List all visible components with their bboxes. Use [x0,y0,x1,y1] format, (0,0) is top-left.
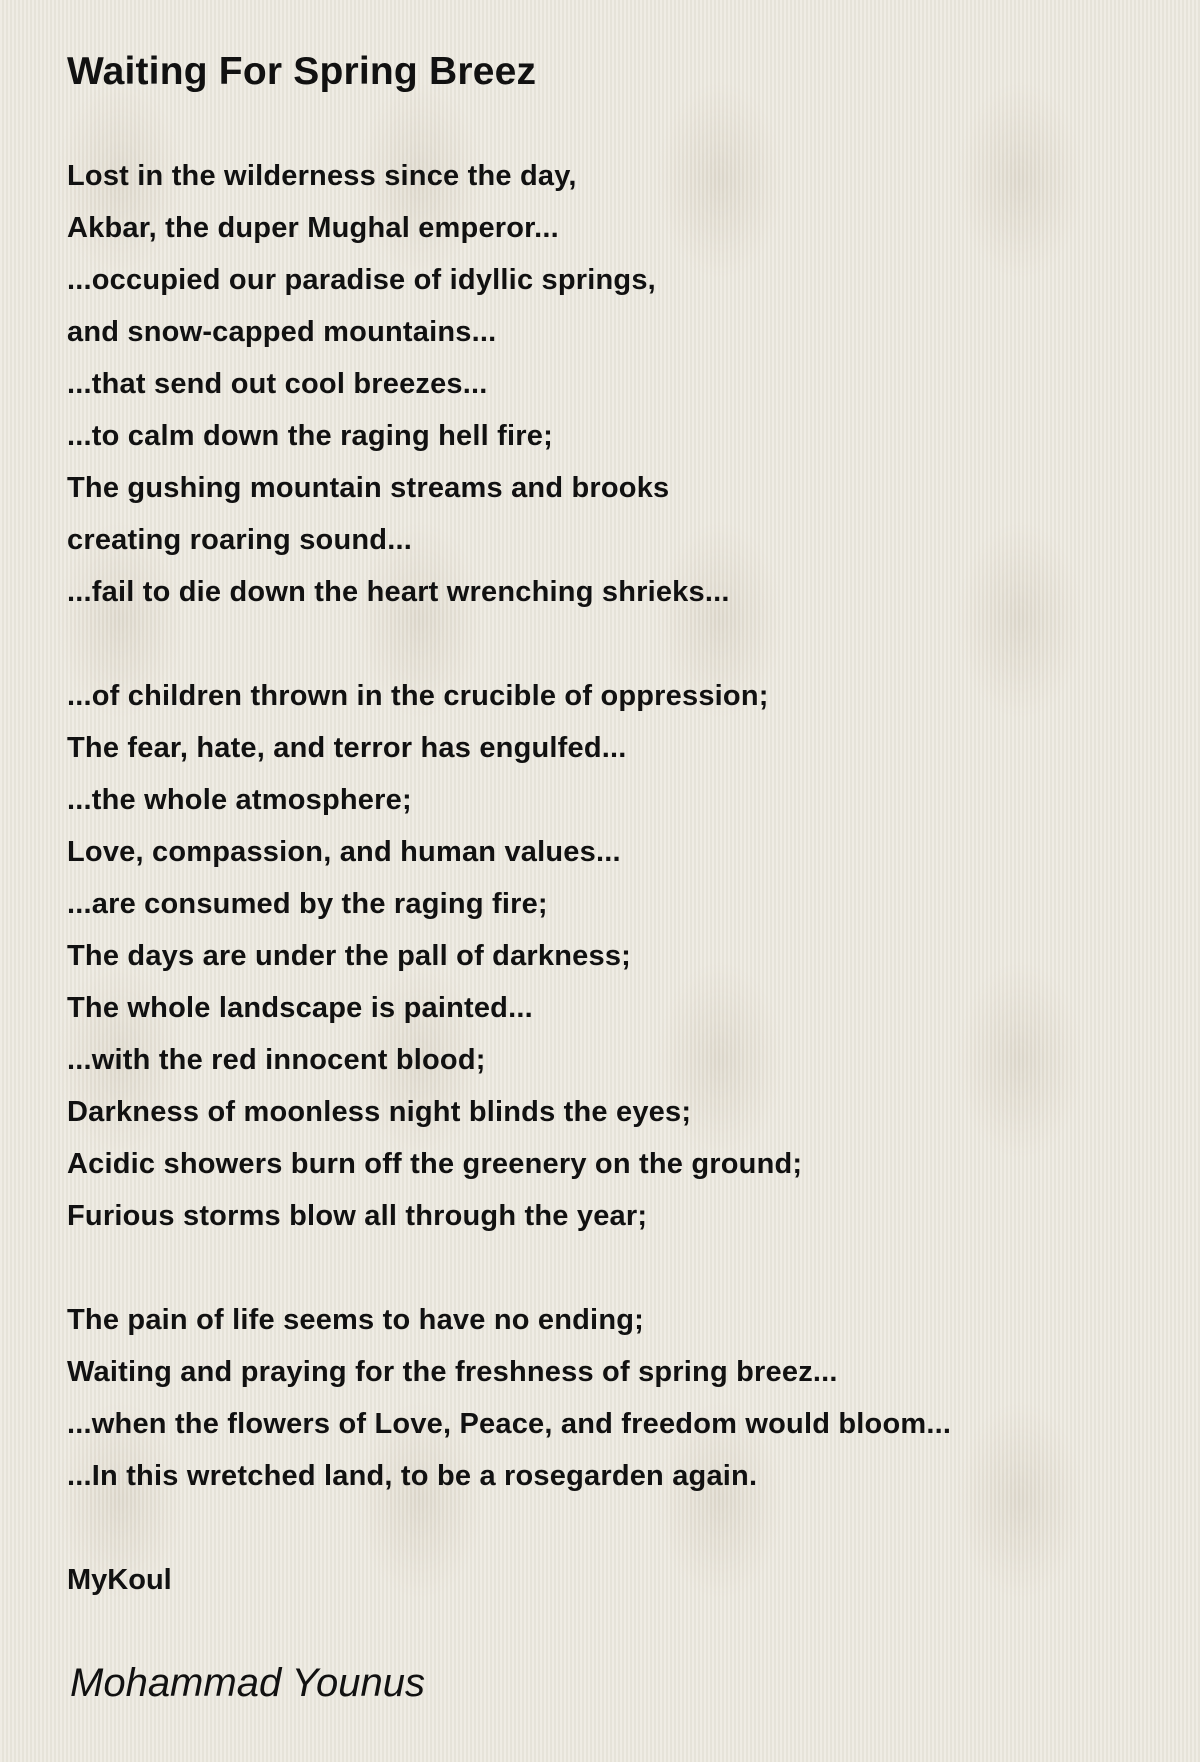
poem-line: ...with the red innocent blood; [67,1044,486,1076]
poem-line: The days are under the pall of darkness; [67,940,631,972]
poem-line: ...fail to die down the heart wrenching shrieks... [67,576,730,608]
poem-line: and snow-capped mountains... [67,316,497,348]
poem-line: ...In this wretched land, to be a rosegarden again. [67,1460,758,1492]
poem-line: The gushing mountain streams and brooks [67,472,670,504]
poem-line: Acidic showers burn off the greenery on the ground; [67,1148,803,1180]
poem-line: Furious storms blow all through the year; [67,1200,648,1232]
poem-line: Lost in the wilderness since the day, [67,160,577,192]
poem-line: ...when the flowers of Love, Peace, and freedom would bloom... [67,1408,952,1440]
poem-line: ...to calm down the raging hell fire; [67,420,553,452]
poem-line: The fear, hate, and terror has engulfed... [67,732,627,764]
poem-page [67,48,1147,1708]
stanza-3 [67,1294,1147,1502]
poem-line: Darkness of moonless night blinds the eyes; [67,1096,692,1128]
poem-line: ...occupied our paradise of idyllic springs, [67,264,656,296]
poem-line: Love, compassion, and human values... [67,836,621,868]
poem-line: The whole landscape is painted... [67,992,533,1024]
poem-signoff: MyKoul [67,1564,172,1596]
author-name: Mohammad Younus [70,1661,426,1705]
poem-line: ...the whole atmosphere; [67,784,412,816]
stanza-2 [67,670,1147,1242]
poem-line: Waiting and praying for the freshness of spring breez... [67,1356,838,1388]
poem-line: The pain of life seems to have no ending; [67,1304,644,1336]
stanza-1 [67,150,1147,618]
poem-title: Waiting For Spring Breez [67,50,537,93]
poem-line: ...that send out cool breezes... [67,368,488,400]
poem-line: Akbar, the duper Mughal emperor... [67,212,559,244]
poem-line: creating roaring sound... [67,524,412,556]
poem-line: ...are consumed by the raging fire; [67,888,548,920]
poem-line: ...of children thrown in the crucible of oppression; [67,680,769,712]
